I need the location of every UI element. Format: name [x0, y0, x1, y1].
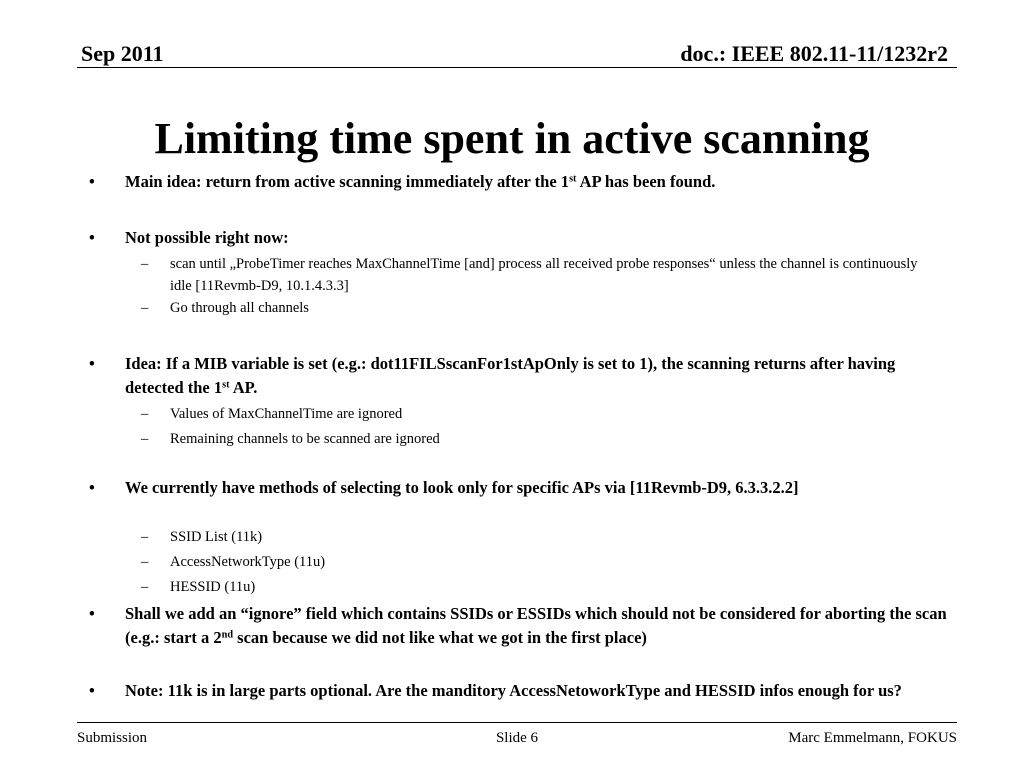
bullet-text: Idea: If a MIB variable is set (e.g.: dot11FILSscanFor1stApOnly is set to 1), the scanning returns after having detected the 1st AP.	[125, 354, 896, 397]
header-date: Sep 2011	[81, 41, 164, 66]
bullet-text: We currently have methods of selecting to look only for specific APs via [11Revmb-D9, 6.3.3.2.2]	[125, 478, 799, 497]
sub-bullet-text: Go through all channels	[170, 300, 309, 316]
sub-bullet-text: SSID List (11k)	[170, 529, 263, 545]
dash-icon: –	[141, 529, 149, 545]
bullet-note-11k	[89, 679, 949, 703]
bullet-icon: •	[89, 604, 95, 623]
bullet-icon: •	[89, 478, 95, 497]
bullet-selection-methods	[89, 476, 949, 500]
dash-icon: –	[141, 579, 149, 595]
bullet-icon: •	[89, 354, 95, 373]
sub-bullet-text: Values of MaxChannelTime are ignored	[170, 406, 403, 422]
footer-divider	[77, 722, 957, 723]
bullet-text: Note: 11k is in large parts optional. Are the manditory AccessNetoworkType and HESSID infos enough for us?	[125, 681, 902, 700]
dash-icon: –	[141, 431, 149, 447]
bullet-not-possible	[89, 226, 949, 250]
footer-author: Marc Emmelmann, FOKUS	[788, 730, 957, 746]
bullet-icon: •	[89, 228, 95, 247]
sub-bullet-text: AccessNetworkType (11u)	[170, 554, 326, 570]
sub-bullet-text: scan until „ProbeTimer reaches MaxChannelTime [and] process all received probe responses“ unless the channel is continuously idle [11Revmb-D9, 10.1.4.3.3]	[170, 256, 918, 294]
bullet-text: Not possible right now:	[125, 228, 289, 247]
sub-bullet-hessid	[141, 576, 931, 598]
bullet-icon: •	[89, 681, 95, 700]
bullet-main-idea	[89, 170, 949, 194]
sub-bullet-ssid-list	[141, 526, 931, 548]
sub-bullet-all-channels	[141, 297, 931, 319]
bullet-text: Shall we add an “ignore” field which contains SSIDs or ESSIDs which should not be considered for aborting the scan (e.g.: start a 2nd scan because we did not like what we got in the first place)	[125, 604, 947, 647]
sub-bullet-remaining-channels	[141, 428, 931, 450]
footer-submission: Submission	[77, 730, 148, 746]
dash-icon: –	[141, 256, 149, 272]
footer-slide-number: Slide 6	[495, 730, 539, 746]
bullet-icon: •	[89, 172, 95, 191]
sub-bullet-maxchanneltime	[141, 403, 931, 425]
bullet-idea-mib	[89, 352, 949, 400]
dash-icon: –	[141, 406, 149, 422]
dash-icon: –	[141, 554, 149, 570]
header-document-id: doc.: IEEE 802.11-11/1232r2	[680, 41, 948, 66]
sub-bullet-text: Remaining channels to be scanned are ignored	[170, 431, 440, 447]
bullet-ignore-field	[89, 602, 949, 650]
slide-title: Limiting time spent in active scanning	[154, 114, 870, 163]
dash-icon: –	[141, 300, 149, 316]
bullet-text: Main idea: return from active scanning immediately after the 1st AP has been found.	[125, 172, 716, 191]
sub-bullet-text: HESSID (11u)	[170, 579, 256, 595]
sub-bullet-scan-until	[141, 253, 931, 297]
sub-bullet-accessnetworktype	[141, 551, 931, 573]
